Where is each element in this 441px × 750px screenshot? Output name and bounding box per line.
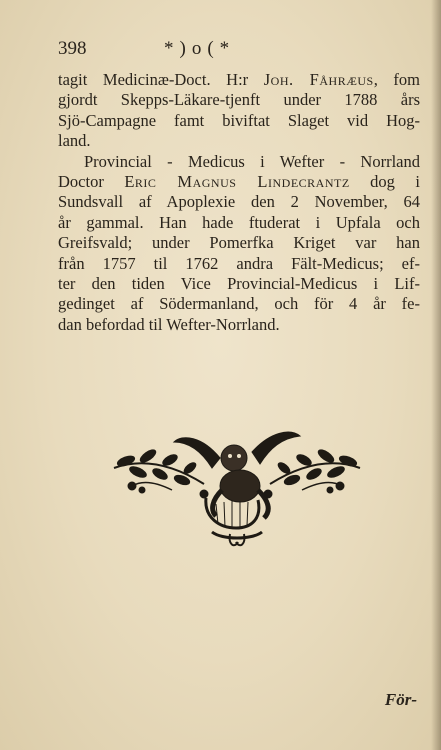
text-line: Sjö-Campagne famt biviftat Slaget vid Hog-: [58, 110, 420, 130]
page-number: 398: [58, 38, 87, 59]
text-line: Doctor Eric Magnus Lindecrantz dog i: [58, 172, 420, 192]
page-edge-shadow: [431, 0, 441, 750]
text-line: ter den tiden Vice Provincial-Medicus i Lif-: [58, 274, 420, 294]
text-line: tagit Medicinæ-Doct. H:r Joh. Fåhræus, fom: [58, 70, 420, 89]
putto-vignette-icon: [112, 428, 362, 550]
text-line: gedinget af Södermanland, och för 4 år fe-: [58, 294, 420, 314]
header-ornament: *)o(*: [164, 38, 236, 59]
running-header: [58, 38, 401, 62]
text-line: Sundsvall af Apoplexie den 2 November, 64: [58, 192, 420, 212]
text-line: Provincial - Medicus i Wefter - Norrland: [84, 151, 420, 171]
text-line: gjordt Skepps-Läkare-tjenft under 1788 års: [58, 90, 420, 110]
catchword: För-: [384, 690, 417, 709]
text-line: Greifsvald; under Pomerfka Kriget var han: [58, 233, 420, 253]
text-line: år gammal. Han hade ftuderat i Upfala och: [58, 212, 420, 232]
text-line: dan befordad til Wefter-Norrland.: [58, 314, 280, 334]
body-text: [58, 70, 420, 335]
text-line: land.: [58, 131, 91, 151]
text-line: från 1757 til 1762 andra Fält-Medicus; ef-: [58, 253, 420, 273]
